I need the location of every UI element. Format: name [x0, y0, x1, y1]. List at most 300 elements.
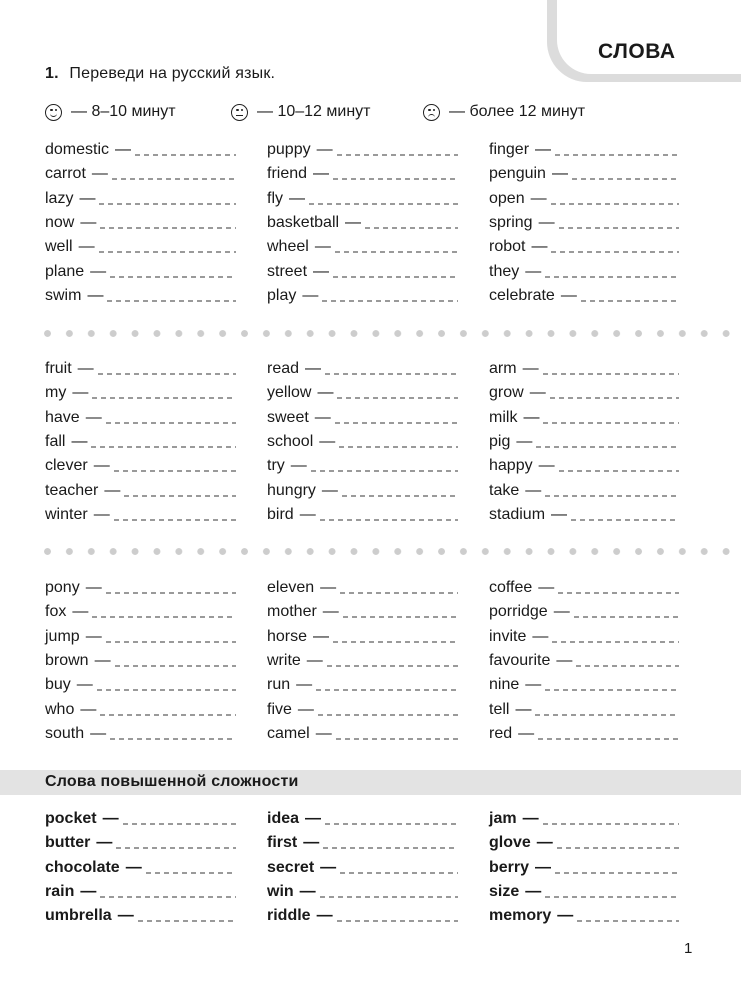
answer-blank[interactable]	[536, 446, 679, 448]
dash: —	[551, 506, 568, 524]
word-item	[267, 381, 489, 405]
answer-blank[interactable]	[107, 300, 236, 302]
english-word: domestic	[45, 141, 110, 159]
answer-blank[interactable]	[559, 227, 679, 229]
english-word: well	[45, 238, 73, 256]
word-item	[489, 673, 705, 697]
answer-blank[interactable]	[333, 276, 458, 278]
english-word: eleven	[267, 579, 315, 597]
word-item	[489, 880, 705, 904]
word-column	[45, 576, 267, 746]
word-item	[267, 904, 489, 928]
dash: —	[306, 652, 323, 670]
answer-blank[interactable]	[138, 920, 236, 922]
answer-blank[interactable]	[538, 738, 679, 740]
english-word: puppy	[267, 141, 311, 159]
task-text: Переведи на русский язык.	[69, 65, 276, 82]
word-column	[45, 357, 267, 527]
word-item	[489, 357, 705, 381]
word-item	[45, 479, 267, 503]
word-item	[489, 904, 705, 928]
answer-blank[interactable]	[545, 896, 679, 898]
english-word: write	[267, 652, 301, 670]
answer-blank[interactable]	[325, 823, 458, 825]
dash: —	[305, 810, 322, 828]
word-item	[45, 649, 267, 673]
dash: —	[79, 189, 96, 207]
answer-blank[interactable]	[555, 872, 679, 874]
word-item	[45, 722, 267, 746]
english-word: glove	[489, 834, 531, 852]
timing-legend	[45, 103, 725, 127]
word-item	[45, 357, 267, 381]
answer-blank[interactable]	[100, 714, 236, 716]
dash: —	[313, 262, 330, 280]
english-word: idea	[267, 810, 300, 828]
answer-blank[interactable]	[545, 689, 679, 691]
english-word: memory	[489, 907, 552, 925]
english-word: spring	[489, 214, 533, 232]
word-item	[45, 904, 267, 928]
word-item	[267, 673, 489, 697]
dash: —	[557, 907, 574, 925]
dash: —	[515, 700, 532, 718]
answer-blank[interactable]	[543, 373, 679, 375]
word-item	[45, 260, 267, 284]
dash: —	[314, 238, 331, 256]
answer-blank[interactable]	[576, 665, 679, 667]
english-word: clever	[45, 457, 88, 475]
english-word: teacher	[45, 481, 99, 499]
word-item	[267, 162, 489, 186]
word-item	[45, 880, 267, 904]
dash: —	[523, 408, 540, 426]
answer-blank[interactable]	[551, 203, 679, 205]
english-word: read	[267, 360, 300, 378]
english-word: arm	[489, 360, 517, 378]
word-item	[489, 162, 705, 186]
word-item	[489, 856, 705, 880]
word-item	[267, 807, 489, 831]
answer-blank[interactable]	[97, 689, 236, 691]
english-word: stadium	[489, 506, 546, 524]
word-item	[489, 430, 705, 454]
answer-blank[interactable]	[316, 689, 458, 691]
english-word: basketball	[267, 214, 340, 232]
dash: —	[531, 238, 548, 256]
answer-blank[interactable]	[123, 823, 236, 825]
word-item	[489, 600, 705, 624]
timing-medium-label: — 10–12 минут	[257, 103, 371, 120]
dash: —	[313, 627, 330, 645]
answer-blank[interactable]	[550, 397, 679, 399]
word-item	[267, 503, 489, 527]
word-item	[45, 503, 267, 527]
dash: —	[322, 603, 339, 621]
english-word: swim	[45, 287, 82, 305]
word-column	[267, 357, 489, 527]
answer-blank[interactable]	[340, 872, 458, 874]
english-word: mother	[267, 603, 317, 621]
answer-blank[interactable]	[571, 519, 679, 521]
english-word: finger	[489, 141, 530, 159]
dash: —	[76, 676, 93, 694]
word-item	[489, 187, 705, 211]
answer-blank[interactable]	[558, 592, 679, 594]
dash: —	[314, 408, 331, 426]
english-word: size	[489, 883, 520, 901]
answer-blank[interactable]	[110, 276, 236, 278]
word-item	[267, 722, 489, 746]
dash: —	[345, 214, 362, 232]
timing-slow	[423, 103, 585, 121]
english-word: hungry	[267, 481, 316, 499]
word-item	[489, 454, 705, 478]
dash: —	[530, 189, 547, 207]
dash: —	[320, 579, 337, 597]
dash: —	[71, 433, 88, 451]
dash: —	[94, 652, 111, 670]
dash: —	[80, 700, 97, 718]
answer-blank[interactable]	[535, 714, 679, 716]
dash: —	[297, 700, 314, 718]
english-word: fox	[45, 603, 67, 621]
dash: —	[551, 165, 568, 183]
answer-blank[interactable]	[146, 872, 236, 874]
answer-blank[interactable]	[114, 470, 236, 472]
answer-blank[interactable]	[106, 641, 236, 643]
answer-blank[interactable]	[339, 446, 458, 448]
english-word: street	[267, 262, 308, 280]
answer-blank[interactable]	[91, 446, 236, 448]
smiling-face-icon	[45, 104, 62, 121]
dash: —	[296, 676, 313, 694]
answer-blank[interactable]	[581, 300, 679, 302]
dash: —	[91, 165, 108, 183]
english-word: they	[489, 262, 520, 280]
word-item	[45, 235, 267, 259]
word-block-3	[45, 576, 705, 746]
dash: —	[85, 408, 102, 426]
answer-blank[interactable]	[336, 738, 458, 740]
answer-blank[interactable]	[327, 665, 458, 667]
answer-blank[interactable]	[92, 397, 236, 399]
dash: —	[538, 214, 555, 232]
english-word: win	[267, 883, 294, 901]
dash: —	[117, 907, 134, 925]
dash: —	[535, 858, 552, 876]
word-item	[267, 138, 489, 162]
english-word: red	[489, 725, 513, 743]
dash: —	[85, 627, 102, 645]
word-item	[267, 211, 489, 235]
dash: —	[316, 141, 333, 159]
dash: —	[305, 360, 322, 378]
answer-blank[interactable]	[99, 203, 236, 205]
dash: —	[532, 627, 549, 645]
dash: —	[525, 676, 542, 694]
answer-blank[interactable]	[106, 422, 236, 424]
english-word: first	[267, 834, 298, 852]
answer-blank[interactable]	[333, 641, 458, 643]
english-word: butter	[45, 834, 91, 852]
dash: —	[77, 360, 94, 378]
answer-blank[interactable]	[320, 519, 458, 521]
dash: —	[538, 579, 555, 597]
english-word: winter	[45, 506, 88, 524]
word-item	[267, 880, 489, 904]
answer-blank[interactable]	[545, 495, 679, 497]
task-number: 1.	[45, 65, 59, 82]
answer-blank[interactable]	[322, 300, 458, 302]
english-word: have	[45, 408, 80, 426]
english-word: secret	[267, 858, 315, 876]
answer-blank[interactable]	[135, 154, 236, 156]
answer-blank[interactable]	[100, 227, 236, 229]
english-word: invite	[489, 627, 527, 645]
english-word: five	[267, 700, 292, 718]
word-item	[267, 856, 489, 880]
dash: —	[87, 287, 104, 305]
word-block-2	[45, 357, 705, 527]
english-word: umbrella	[45, 907, 112, 925]
answer-blank[interactable]	[99, 251, 236, 253]
dash: —	[522, 360, 539, 378]
dash: —	[535, 141, 552, 159]
answer-blank[interactable]	[124, 495, 236, 497]
word-item	[267, 357, 489, 381]
task-instruction	[45, 65, 275, 83]
dash: —	[522, 810, 539, 828]
answer-blank[interactable]	[116, 847, 236, 849]
english-word: school	[267, 433, 314, 451]
word-item	[489, 235, 705, 259]
word-item	[45, 138, 267, 162]
answer-blank[interactable]	[112, 178, 236, 180]
word-column	[489, 138, 705, 308]
answer-blank[interactable]	[98, 373, 236, 375]
dash: —	[525, 481, 542, 499]
word-item	[45, 807, 267, 831]
english-word: camel	[267, 725, 310, 743]
english-word: nine	[489, 676, 520, 694]
word-item	[45, 856, 267, 880]
dash: —	[85, 579, 102, 597]
dash: —	[516, 433, 533, 451]
word-column	[267, 807, 489, 929]
dash: —	[80, 214, 97, 232]
answer-blank[interactable]	[309, 203, 458, 205]
answer-blank[interactable]	[337, 154, 458, 156]
dash: —	[299, 883, 316, 901]
english-word: friend	[267, 165, 308, 183]
word-item	[489, 503, 705, 527]
advanced-section-header	[0, 770, 741, 795]
word-item	[489, 722, 705, 746]
answer-blank[interactable]	[110, 738, 236, 740]
word-column	[45, 807, 267, 929]
answer-blank[interactable]	[559, 470, 679, 472]
dash: —	[96, 834, 113, 852]
word-item	[489, 479, 705, 503]
english-word: now	[45, 214, 75, 232]
english-word: bird	[267, 506, 294, 524]
english-word: open	[489, 189, 525, 207]
dash: —	[72, 603, 89, 621]
english-word: berry	[489, 858, 530, 876]
dash: —	[315, 725, 332, 743]
answer-blank[interactable]	[572, 178, 679, 180]
word-item	[489, 406, 705, 430]
word-item	[489, 211, 705, 235]
word-item	[267, 479, 489, 503]
dash: —	[90, 262, 107, 280]
english-word: brown	[45, 652, 89, 670]
english-word: take	[489, 481, 520, 499]
word-item	[45, 406, 267, 430]
answer-blank[interactable]	[365, 227, 458, 229]
english-word: sweet	[267, 408, 309, 426]
answer-blank[interactable]	[311, 470, 458, 472]
dash: —	[299, 506, 316, 524]
answer-blank[interactable]	[342, 495, 458, 497]
english-word: grow	[489, 384, 524, 402]
dash: —	[102, 810, 119, 828]
word-item	[45, 284, 267, 308]
dash: —	[560, 287, 577, 305]
word-item	[267, 260, 489, 284]
answer-blank[interactable]	[337, 397, 458, 399]
word-item	[45, 162, 267, 186]
english-word: carrot	[45, 165, 86, 183]
dash: —	[317, 384, 334, 402]
word-item	[45, 211, 267, 235]
word-block-1	[45, 138, 705, 308]
word-item	[489, 576, 705, 600]
dash: —	[321, 481, 338, 499]
word-item	[267, 235, 489, 259]
answer-blank[interactable]	[337, 920, 458, 922]
word-column	[489, 357, 705, 527]
word-item	[45, 576, 267, 600]
answer-blank[interactable]	[106, 592, 236, 594]
answer-blank[interactable]	[92, 616, 236, 618]
answer-blank[interactable]	[545, 276, 679, 278]
word-column	[267, 138, 489, 308]
dash: —	[290, 457, 307, 475]
dash: —	[316, 907, 333, 925]
dash: —	[125, 858, 142, 876]
answer-blank[interactable]	[320, 896, 458, 898]
english-word: porridge	[489, 603, 548, 621]
answer-blank[interactable]	[340, 592, 458, 594]
dash: —	[313, 165, 330, 183]
answer-blank[interactable]	[115, 665, 236, 667]
answer-blank[interactable]	[114, 519, 236, 521]
english-word: who	[45, 700, 75, 718]
english-word: celebrate	[489, 287, 555, 305]
neutral-face-icon	[231, 104, 248, 121]
answer-blank[interactable]	[543, 823, 679, 825]
word-item	[45, 831, 267, 855]
word-item	[267, 454, 489, 478]
english-word: rain	[45, 883, 75, 901]
answer-blank[interactable]	[543, 422, 679, 424]
english-word: try	[267, 457, 285, 475]
word-item	[45, 625, 267, 649]
answer-blank[interactable]	[323, 847, 458, 849]
word-item	[267, 831, 489, 855]
word-column	[45, 138, 267, 308]
page-title: СЛОВА	[598, 40, 676, 63]
dotted-separator	[44, 548, 741, 556]
dash: —	[525, 262, 542, 280]
english-word: pig	[489, 433, 511, 451]
timing-fast-label: — 8–10 минут	[71, 103, 176, 120]
word-column	[267, 576, 489, 746]
dash: —	[529, 384, 546, 402]
word-item	[45, 381, 267, 405]
answer-blank[interactable]	[343, 616, 458, 618]
dash: —	[525, 883, 542, 901]
answer-blank[interactable]	[335, 251, 458, 253]
word-item	[489, 698, 705, 722]
dash: —	[80, 883, 97, 901]
answer-blank[interactable]	[335, 422, 458, 424]
english-word: robot	[489, 238, 526, 256]
answer-blank[interactable]	[555, 154, 679, 156]
word-item	[267, 406, 489, 430]
answer-blank[interactable]	[552, 641, 679, 643]
dash: —	[104, 481, 121, 499]
word-item	[489, 138, 705, 162]
word-item	[45, 454, 267, 478]
dash: —	[72, 384, 89, 402]
word-column	[489, 807, 705, 929]
english-word: coffee	[489, 579, 533, 597]
page-number: 1	[684, 940, 693, 957]
answer-blank[interactable]	[577, 920, 679, 922]
dash: —	[302, 287, 319, 305]
dash: —	[78, 238, 95, 256]
answer-blank[interactable]	[325, 373, 458, 375]
word-item	[45, 673, 267, 697]
word-item	[267, 649, 489, 673]
answer-blank[interactable]	[557, 847, 679, 849]
dash: —	[536, 834, 553, 852]
answer-blank[interactable]	[318, 714, 458, 716]
dash: —	[538, 457, 555, 475]
word-item	[45, 430, 267, 454]
dash: —	[320, 858, 337, 876]
word-item	[267, 698, 489, 722]
word-item	[45, 187, 267, 211]
answer-blank[interactable]	[100, 896, 236, 898]
word-column	[489, 576, 705, 746]
english-word: fly	[267, 189, 283, 207]
word-item	[45, 600, 267, 624]
answer-blank[interactable]	[333, 178, 458, 180]
english-word: yellow	[267, 384, 312, 402]
dash: —	[303, 834, 320, 852]
answer-blank[interactable]	[574, 616, 679, 618]
answer-blank[interactable]	[551, 251, 679, 253]
word-item	[267, 430, 489, 454]
advanced-section-title: Слова повышенной сложности	[45, 773, 299, 790]
word-block-advanced	[45, 807, 705, 929]
english-word: wheel	[267, 238, 309, 256]
english-word: jam	[489, 810, 517, 828]
